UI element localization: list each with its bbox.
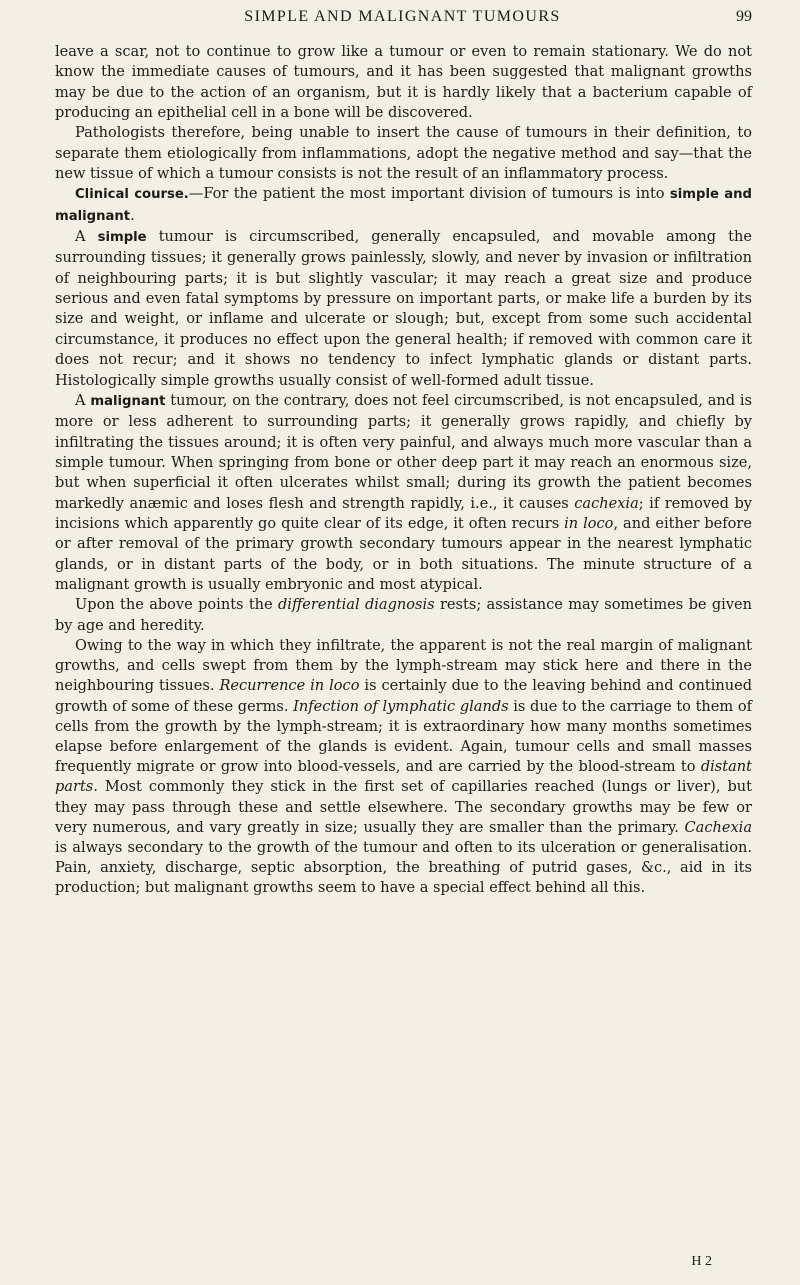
italic-term: differential diagnosis: [278, 596, 435, 614]
italic-term: Recurrence in loco: [219, 677, 360, 695]
running-header: [53, 8, 752, 32]
paragraph-differential-diagnosis: [55, 595, 752, 636]
paragraph-infiltration: [55, 636, 752, 899]
paragraph-text: . Most commonly they stick in the first set of capillaries reached (lungs or liver), but they may pass through these and settle elsewhere. The secondary growths may be few or very numerous, and vary greatly in size; usually they are smaller than the primary.: [55, 778, 752, 836]
section-heading: Clinical course.: [75, 187, 189, 203]
running-title: SIMPLE AND MALIGNANT TUMOURS: [244, 8, 561, 25]
paragraph-text: , and either before or after removal of the primary growth secondary tumours appear in the nearest lymphatic glands, or in distant parts of the body, or in both situations. The minute structure of a malignant growth is usually embryonic and most atypical.: [55, 514, 752, 593]
bold-term: malignant: [90, 393, 166, 409]
italic-term: cachexia: [574, 494, 639, 512]
paragraph-text: tumour is circumscribed, generally encapsuled, and movable among the surrounding tissues; it generally grows painlessly, slowly, and never by invasion or infiltration of neighbouring parts; it is but slightly vascular; it may reach a great size and produce serious and even fatal symptoms by pressure on important parts, or make life a burden by its size and weight, or inflame and ulcerate or slough; but, except from some such accidental circumstance, it produces no effect upon the general health; if removed with common care it does not recur; and it shows no tendency to infect lymphatic glands or distant parts. Histologically simple growths usually consist of well-formed adult tissue.: [55, 228, 752, 389]
italic-term: Infection of lymphatic glands: [293, 697, 509, 715]
body-text: [55, 42, 752, 899]
italic-term: Cachexia: [684, 818, 752, 836]
paragraph-pathologists: [55, 123, 752, 184]
paragraph-text: Owing to the way in which they infiltrate, the apparent is not the real margin of malignant growths, and cells swept from them by the lymph-stream may stick here and there in the neighbouring tissues.: [55, 636, 752, 695]
italic-term: distant parts: [55, 758, 752, 796]
signature-mark: H 2: [691, 1254, 712, 1269]
paragraph-text: tumour, on the contrary, does not feel circumscribed, is not encapsuled, and is more or less adherent to surrounding parts; it generally grows rapidly, and chiefly by infiltrating the tissues around; it is often very painful, and always much more vascular than a simple tumour. When springing from bone or other deep part it may reach an enormous size, but when superficial it often ulcerates whilst small; during its growth the patient becomes markedly anæmic and loses flesh and strength rapidly, i.e., it causes: [55, 391, 752, 512]
paragraph-text: A: [75, 391, 91, 409]
paragraph-text: is certainly due to the leaving behind and continued growth of some of these germs.: [55, 677, 753, 715]
paragraph-text: Pathologists therefore, being unable to insert the cause of tumours in their definition, to separate them etiologically from inflammations, adopt the negative method and say—that the new tissue of which a tumour consists is not the result of an inflammatory process.: [55, 124, 752, 183]
paragraph-clinical-course: [55, 184, 752, 227]
italic-term: in loco: [564, 514, 614, 532]
paragraph-simple-tumour: [55, 227, 752, 391]
paragraph-text: is always secondary to the growth of the tumour and often to its ulceration or generalisation. Pain, anxiety, discharge, septic absorption, the breathing of putrid gases, &c., aid in its production; but malignant growths seem to have a special effect behind all this.: [55, 839, 752, 897]
paragraph-text: .: [130, 206, 135, 224]
bold-term: simple: [97, 230, 147, 246]
bold-term: simple and malignant: [55, 187, 752, 224]
page-number: 99: [736, 8, 752, 25]
paragraph-text: is due to the carriage to them of cells from the growth by the lymph-stream; it is extraordinary how many months sometimes elapse before enlargement of the glands is evident. Again, tumour cells and small masses frequently migrate or grow into blood-vessels, and are carried by the blood-stream to: [55, 697, 753, 776]
paragraph-text: A: [75, 228, 98, 246]
paragraph-malignant-tumour: [55, 391, 752, 595]
paragraph-text: Upon the above points the: [75, 596, 278, 614]
paragraph-text: leave a scar, not to continue to grow like a tumour or even to remain stationary. We do not know the immediate causes of tumours, and it has been suggested that malignant growths may be due to the action of an organism, but it is hardly likely that a bacterium capable of producing an epithelial cell in a bone will be discovered.: [55, 43, 752, 122]
paragraph-text: —For the patient the most important division of tumours is into: [188, 185, 670, 203]
paragraph-continuation: [55, 42, 752, 123]
paragraph-text: ; if removed by incisions which apparently go quite clear of its edge, it often recurs: [55, 494, 752, 532]
paragraph-text: rests; assistance may sometimes be given by age and heredity.: [55, 596, 753, 634]
